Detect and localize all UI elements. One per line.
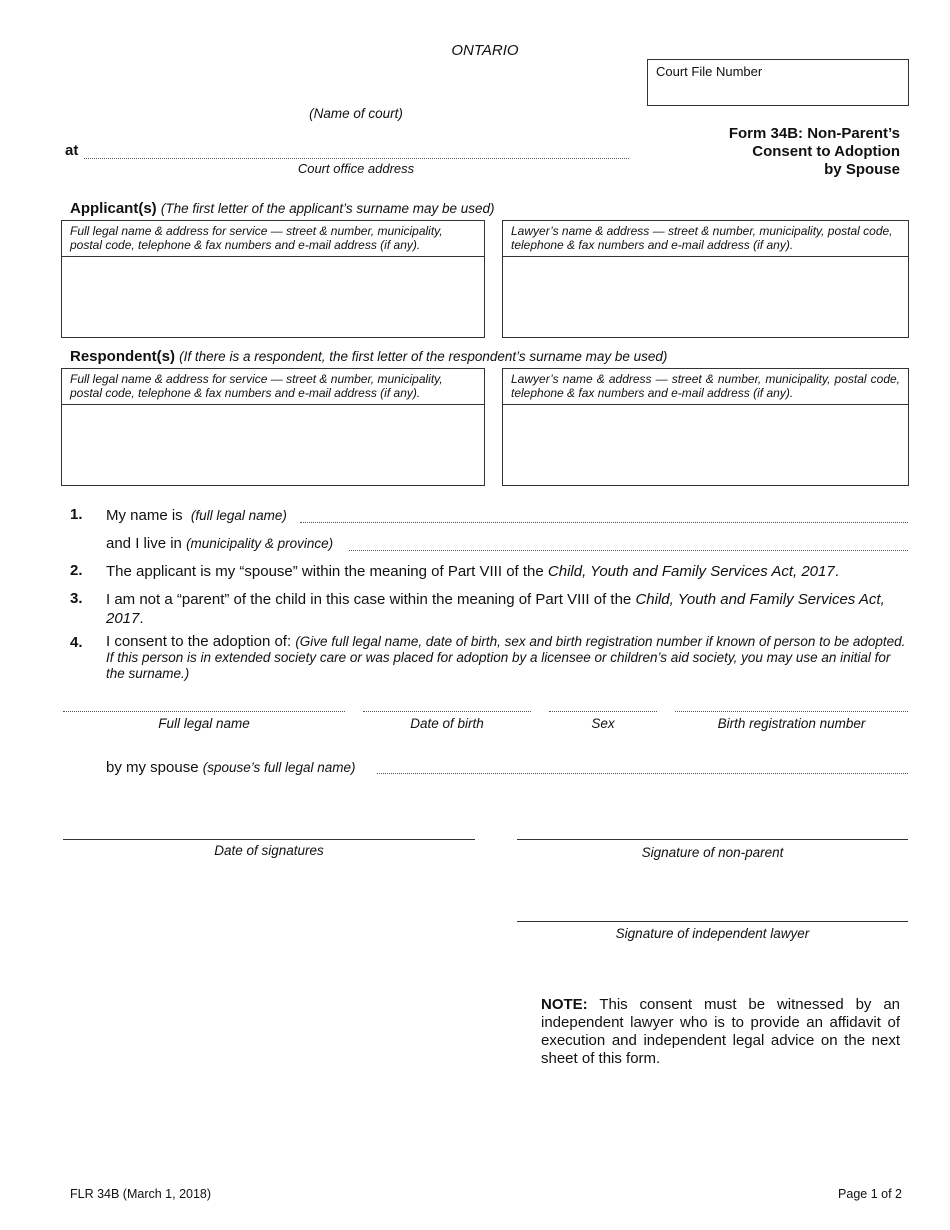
child-birth-registration-field[interactable] [675,711,908,712]
child-birth-registration-caption: Birth registration number [717,716,866,731]
form-title-line3: by Spouse [824,161,900,178]
respondent-details-field[interactable] [62,405,484,485]
applicant-lawyer-label: Lawyer’s name & address — street & number, municipality, postal code, telephone & fax numbers and e-mail address (if any). [503,221,908,257]
child-full-legal-name-caption: Full legal name [158,716,250,731]
footer-page-number: Page 1 of 2 [838,1187,902,1201]
court-office-address-field[interactable] [84,158,629,159]
name-of-court-caption: (Name of court) [309,106,403,121]
non-parent-signature-caption: Signature of non-parent [641,845,784,860]
spouse-hint: (spouse’s full legal name) [202,760,356,775]
my-name-hint: (full legal name) [190,508,287,523]
court-file-number-box[interactable] [647,59,909,106]
paragraph-3-text [106,590,896,628]
form-title-line1: Form 34B: Non-Parent’s [728,125,900,142]
respondents-section-title [70,348,667,365]
court-file-number-label: Court File Number [656,64,763,79]
province-heading: ONTARIO [451,42,519,59]
date-of-signatures-line[interactable] [63,839,475,840]
paragraph-3-end: . [139,610,144,627]
at-label: at [65,142,79,159]
applicant-lawyer-field[interactable] [503,257,908,337]
paragraph-3-body: I am not a “parent” of the child in this case within the meaning of Part VIII of the [106,591,632,608]
my-name-label: My name is [106,507,183,524]
respondent-details-label: Full legal name & address for service — street & number, municipality, postal code, telephone & fax numbers and e-mail address (if any). [62,369,484,405]
spouse-label: by my spouse [106,759,199,776]
paragraph-3-act: Child, Youth and Family Services Act, 2017 [106,591,885,627]
paragraph-2-body: The applicant is my “spouse” within the meaning of Part VIII of the [106,563,544,580]
paragraph-4-hint: (Give full legal name, date of birth, sex and birth registration number if known of person to be adopted. If this person is in extended society care or was placed for adoption by a licensee or children’s aid society, you may use an initial for the surname.) [106,634,906,681]
live-in-label: and I live in [106,535,182,552]
paragraph-1b-text [106,534,333,553]
full-legal-name-field[interactable] [300,522,908,523]
respondent-details-box [61,368,485,486]
municipality-province-field[interactable] [349,550,908,551]
child-sex-field[interactable] [549,711,657,712]
applicants-heading: Applicant(s) [70,200,157,217]
note-block [541,996,900,1068]
non-parent-signature-line[interactable] [517,839,908,840]
applicants-section-title [70,200,495,217]
spouse-text [106,758,356,777]
lawyer-signature-line[interactable] [517,921,908,922]
respondents-note: (If there is a respondent, the first letter of the respondent’s surname may be used) [179,349,668,364]
child-sex-caption: Sex [591,716,615,731]
paragraph-1-number: 1. [70,506,83,523]
applicant-details-label: Full legal name & address for service — street & number, municipality, postal code, telephone & fax numbers and e-mail address (if any). [62,221,484,257]
paragraph-1-text [106,506,287,525]
form-title-line2: Consent to Adoption [752,143,900,160]
footer-form-id: FLR 34B (March 1, 2018) [70,1187,212,1201]
paragraph-4-text [106,634,908,682]
form-title [640,125,900,179]
child-full-legal-name-field[interactable] [63,711,345,712]
respondent-lawyer-box [502,368,909,486]
paragraph-2-act: Child, Youth and Family Services Act, 2017 [547,563,835,580]
paragraph-2-text [106,562,906,581]
court-name-field[interactable] [84,97,629,99]
spouse-full-legal-name-field[interactable] [377,773,908,774]
lawyer-signature-caption: Signature of independent lawyer [615,926,810,941]
respondent-lawyer-label: Lawyer’s name & address — street & number, municipality, postal code, telephone & fax numbers and e-mail address (if any). [503,369,908,405]
child-date-of-birth-caption: Date of birth [410,716,484,731]
applicant-lawyer-box [502,220,909,338]
court-office-address-caption: Court office address [297,161,415,176]
respondents-heading: Respondent(s) [70,348,175,365]
live-in-hint: (municipality & province) [186,536,334,551]
paragraph-2-number: 2. [70,562,83,579]
paragraph-2-end: . [834,563,839,580]
respondent-lawyer-field[interactable] [503,405,908,485]
child-date-of-birth-field[interactable] [363,711,531,712]
note-text: This consent must be witnessed by an independent lawyer who is to provide an affidavit of execution and independent legal advice on the next sheet of this form. [541,996,901,1067]
paragraph-4-number: 4. [70,634,83,651]
applicants-note: (The first letter of the applicant’s surname may be used) [160,201,495,216]
paragraph-3-number: 3. [70,590,83,607]
date-of-signatures-caption: Date of signatures [214,843,324,858]
paragraph-4-body: I consent to the adoption of: [106,633,292,650]
applicant-details-field[interactable] [62,257,484,337]
note-label: NOTE: [541,996,588,1013]
applicant-details-box [61,220,485,338]
